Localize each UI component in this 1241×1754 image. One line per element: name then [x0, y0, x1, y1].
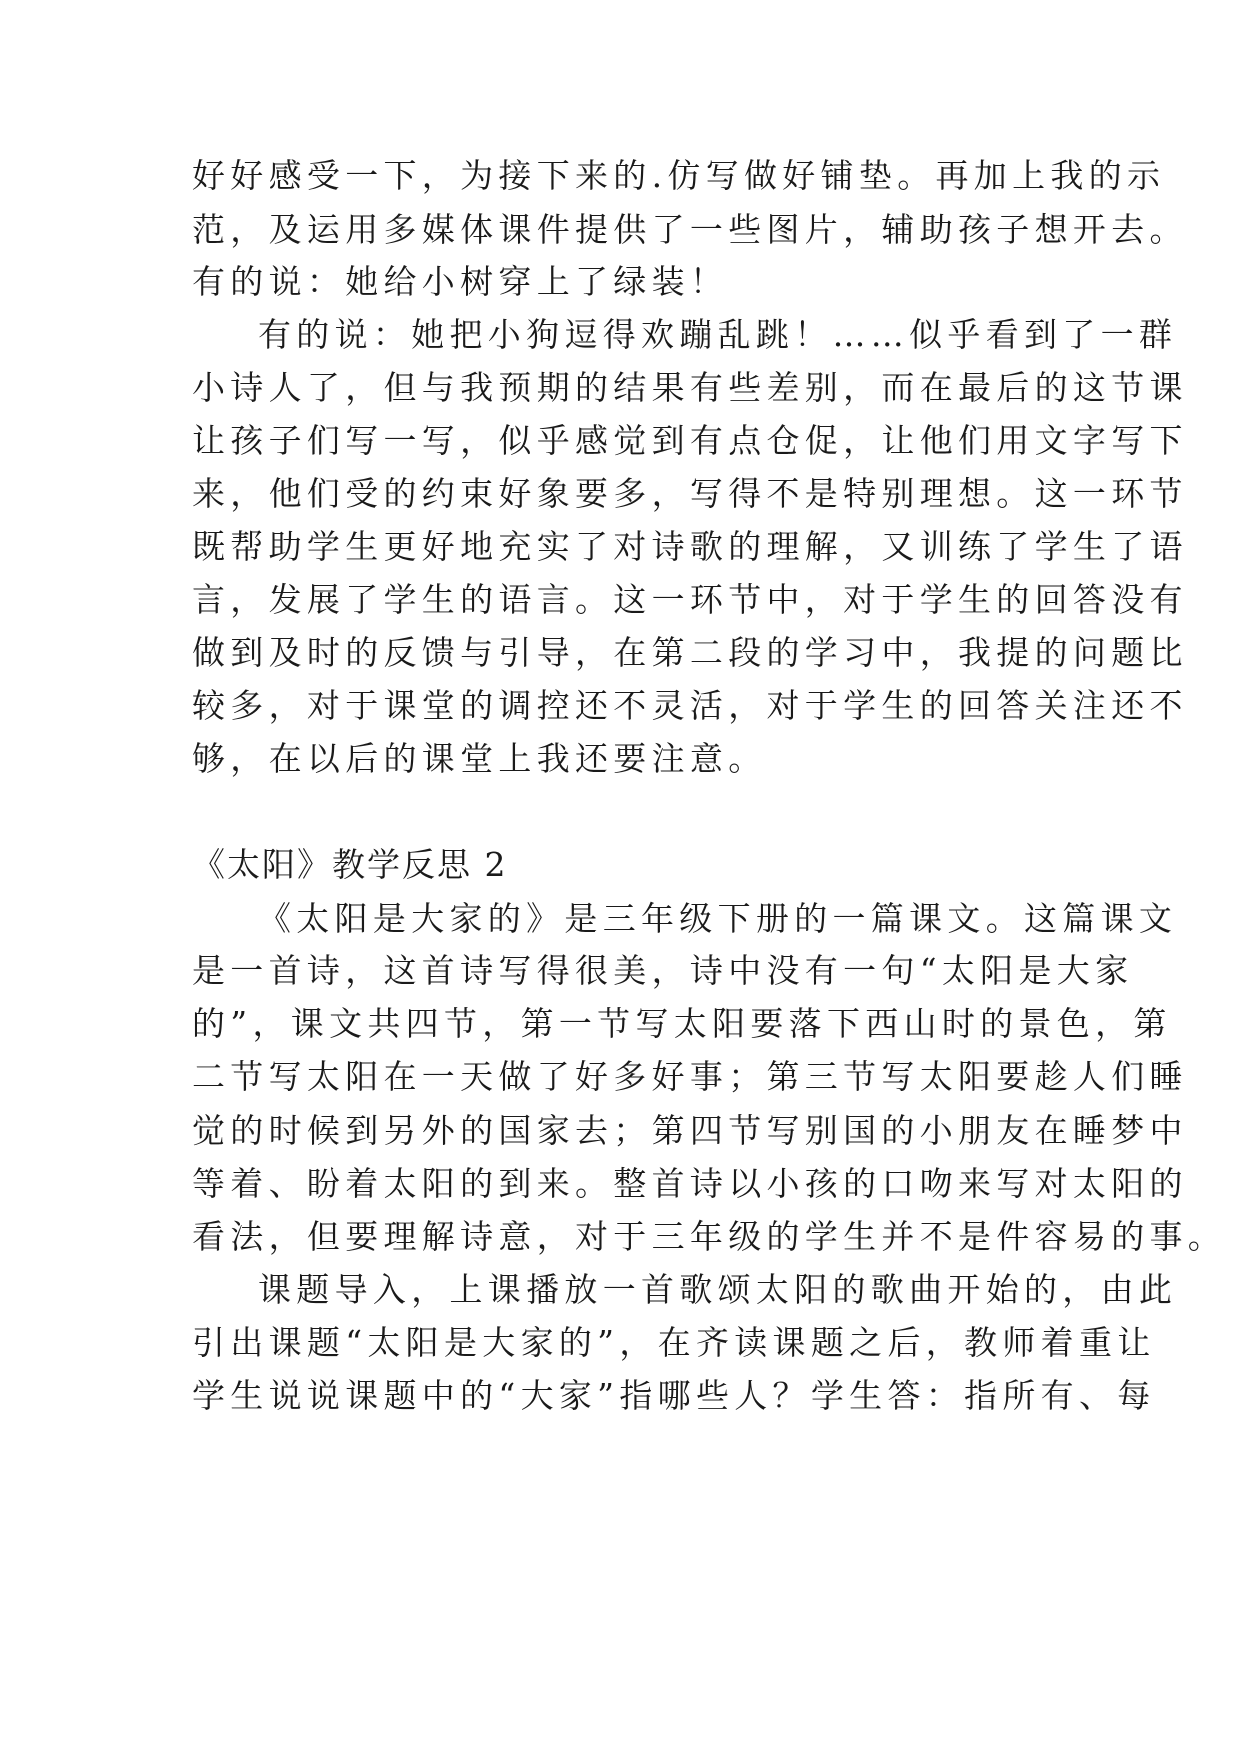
text-line: 有的说：她给小树穿上了绿装！	[192, 262, 729, 301]
text-line: 引出课题“太阳是大家的”，在齐读课题之后，教师着重让	[192, 1323, 1156, 1362]
text-line: 做到及时的反馈与引导，在第二段的学习中，我提的问题比	[192, 633, 1188, 672]
text-line: 《太阳是大家的》是三年级下册的一篇课文。这篇课文	[258, 899, 1178, 938]
text-line: 是一首诗，这首诗写得很美，诗中没有一句“太阳是大家	[192, 951, 1134, 990]
text-line: 看法，但要理解诗意，对于三年级的学生并不是件容易的事。	[192, 1217, 1227, 1256]
text-line: 较多，对于课堂的调控还不灵活，对于学生的回答关注还不	[192, 686, 1188, 725]
section-heading: 《太阳》教学反思 2	[192, 845, 508, 884]
text-line: 来，他们受的约束好象要多，写得不是特别理想。这一环节	[192, 474, 1188, 513]
text-line: 言，发展了学生的语言。这一环节中，对于学生的回答没有	[192, 580, 1188, 619]
text-line: 够，在以后的课堂上我还要注意。	[192, 739, 767, 778]
text-line: 让孩子们写一写，似乎感觉到有点仓促，让他们用文字写下	[192, 421, 1188, 460]
text-line: 好好感受一下，为接下来的.仿写做好铺垫。再加上我的示	[192, 156, 1166, 195]
text-line: 既帮助学生更好地充实了对诗歌的理解，又训练了学生了语	[192, 527, 1188, 566]
text-line: 学生说说课题中的“大家”指哪些人？学生答：指所有、每	[192, 1376, 1156, 1415]
text-line: 等着、盼着太阳的到来。整首诗以小孩的口吻来写对太阳的	[192, 1164, 1188, 1203]
text-line: 二节写太阳在一天做了好多好事；第三节写太阳要趁人们睡	[192, 1057, 1188, 1096]
text-line: 课题导入，上课播放一首歌颂太阳的歌曲开始的，由此	[258, 1270, 1178, 1309]
text-line: 的”，课文共四节，第一节写太阳要落下西山时的景色，第	[192, 1004, 1172, 1043]
text-line: 小诗人了，但与我预期的结果有些差别，而在最后的这节课	[192, 368, 1188, 407]
text-line: 有的说：她把小狗逗得欢蹦乱跳！……似乎看到了一群	[258, 315, 1178, 354]
text-line: 范，及运用多媒体课件提供了一些图片，辅助孩子想开去。	[192, 210, 1188, 249]
text-line: 觉的时候到另外的国家去；第四节写别国的小朋友在睡梦中	[192, 1111, 1188, 1150]
